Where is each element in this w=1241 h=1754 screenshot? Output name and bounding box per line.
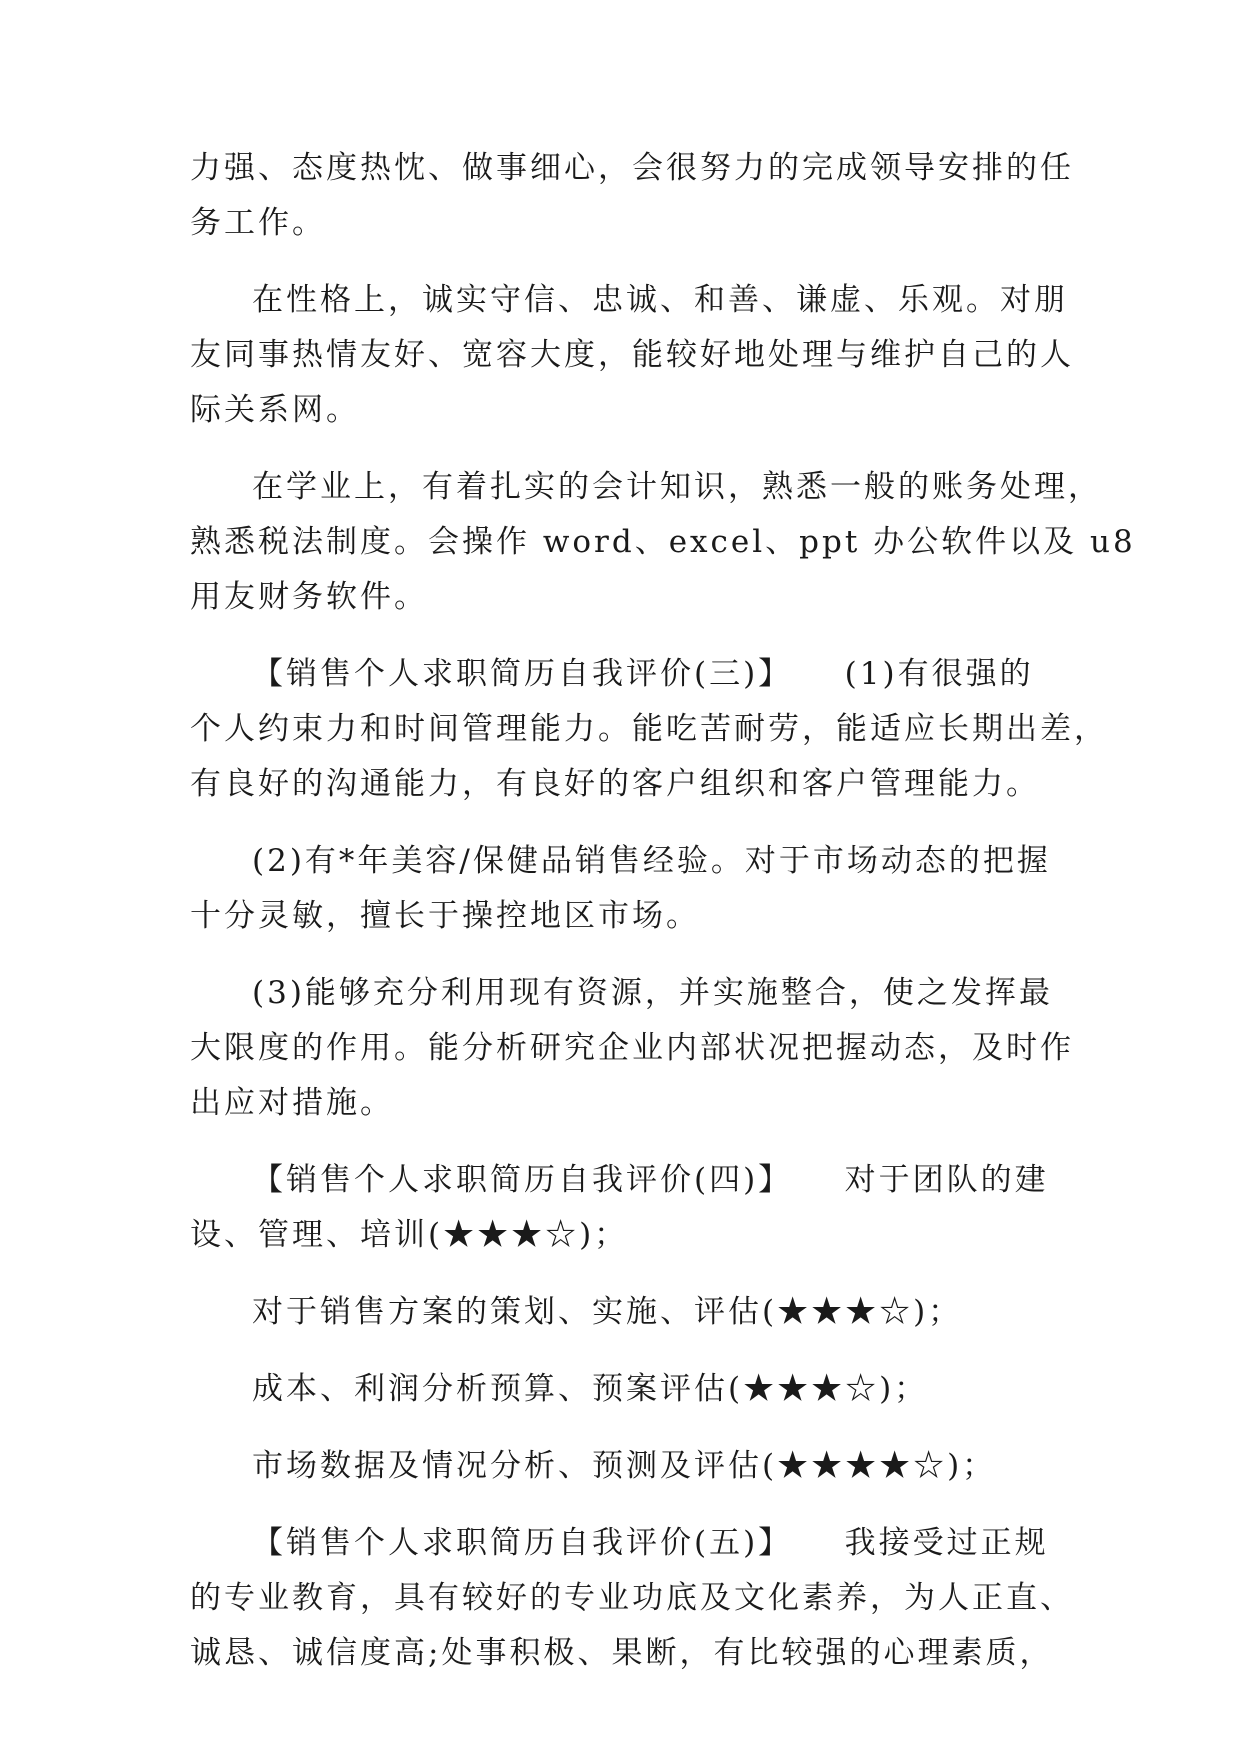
text-line: 熟悉税法制度。会操作 word、excel、ppt 办公软件以及 u8 (190, 524, 1136, 560)
text-line: 对于销售方案的策划、实施、评估(★★★☆)； (252, 1294, 963, 1330)
text-line: 十分灵敏，擅长于操控地区市场。 (190, 898, 700, 934)
text-line: 成本、利润分析预算、预案评估(★★★☆)； (252, 1371, 929, 1407)
text-line: 在性格上，诚实守信、忠诚、和善、谦虚、乐观。对朋 (252, 282, 1068, 318)
text-line: (2)有*年美容/保健品销售经验。对于市场动态的把握 (252, 843, 1051, 879)
text-line: 际关系网。 (190, 392, 360, 428)
section-heading-line: 【销售个人求职简历自我评价(三)】 (1)有很强的 (252, 656, 1034, 692)
text-line: 诚恳、诚信度高;处事积极、果断，有比较强的心理素质， (190, 1635, 1054, 1671)
text-line: 的专业教育，具有较好的专业功底及文化素养，为人正直、 (190, 1580, 1074, 1616)
text-line: 力强、态度热忱、做事细心，会很努力的完成领导安排的任 (190, 150, 1074, 186)
text-line: 在学业上，有着扎实的会计知识，熟悉一般的账务处理， (252, 469, 1102, 505)
section-heading-line: 【销售个人求职简历自我评价(四)】 对于团队的建 (252, 1162, 1049, 1198)
text-line: 务工作。 (190, 205, 326, 241)
section-heading-line: 【销售个人求职简历自我评价(五)】 我接受过正规 (252, 1525, 1049, 1561)
text-line: 市场数据及情况分析、预测及评估(★★★★☆)； (252, 1448, 997, 1484)
text-line: 个人约束力和时间管理能力。能吃苦耐劳，能适应长期出差， (190, 711, 1108, 747)
text-line: 设、管理、培训(★★★☆)； (190, 1217, 629, 1253)
text-line: 用友财务软件。 (190, 579, 428, 615)
text-line: 有良好的沟通能力，有良好的客户组织和客户管理能力。 (190, 766, 1040, 802)
text-line: 友同事热情友好、宽容大度，能较好地处理与维护自己的人 (190, 337, 1074, 373)
text-line: 出应对措施。 (190, 1085, 394, 1121)
text-line: 大限度的作用。能分析研究企业内部状况把握动态，及时作 (190, 1030, 1074, 1066)
text-line: (3)能够充分利用现有资源，并实施整合，使之发挥最 (252, 975, 1053, 1011)
